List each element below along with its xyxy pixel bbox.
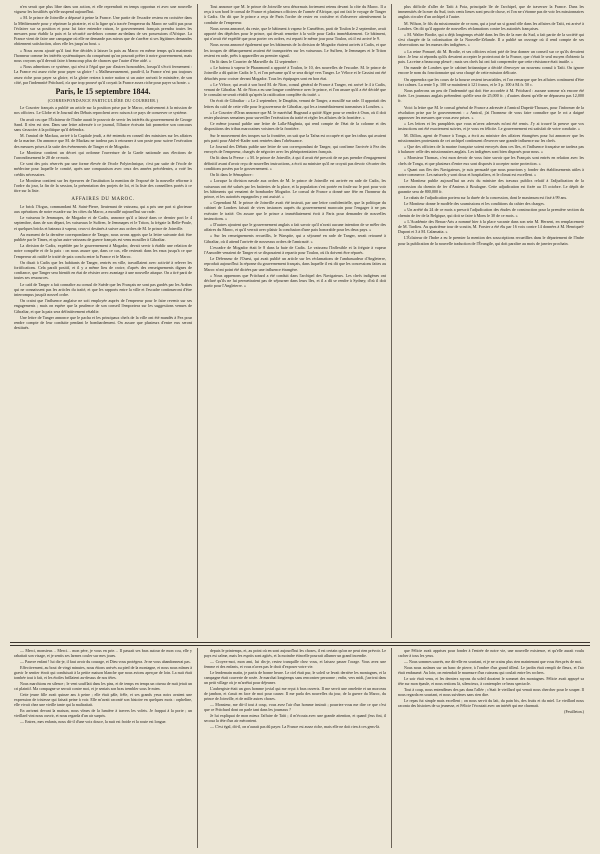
col2-para: « Nous apprenons que Pritchard a été conduit dans l'archipel des Navigateurs. Les chefs indigènes ont déclaré qu'ils ne lui permettraient pas de séjourner dans leurs îles, et il a dû se rendre à Sydney, d'où il doit partir pour l'Angleterre. » [204, 272, 386, 289]
col1-para: Le vaisseau le Jemmapes, de Mogador et de Cadix, annonce qu'il a laissé dans ce dernier port le 4 septembre, dans de son départ, les vaisseaux le Suffren, le Jemmapes et le Triton, la frégate la Belle-Poule, et quelques bricks et bateaux à vapeur, ceux-ci destinés à suivre aux ordres de M. le prince de Joinville. [14, 215, 192, 231]
col1-para: n'en serait que plus libre dans son action, et elle reprendrait en temps opportun et avec une nouvelle vigueur les hostilités qu'elle suspend aujourd'hui. [14, 4, 192, 15]
col3-para: On apprendra que les cours de la bourse restent invariables, et l'on remarque que les affaires continuent d'être fort calmes. La rente 5 p. 100 se maintient à 121 francs, et le 3 p. 100 à 84 fr. 50 c. [398, 76, 584, 87]
feuilleton-column-2 [204, 648, 386, 848]
col1-para: « M. le prince de Joinville a dépassé à peine la France. Une partie de l'escadre restera en croisière dans la Méditerranée pour y réprimer la piraterie, et si la ligne qu'a tracée l'empereur du Maroc ne suffit pas pour l'éclairer sur sa position et pour lui faire entendre raison, le gouvernement français prendra toutes les mesures pour établir la paix et la sécurité au-dehors comme au-dedans de ses possessions d'Afrique. La France vient de faire une campagne où elle ne demande pas mieux que de s'arrêter si ses légitimes demandes obtiennent satisfaction, alors elle les jusqu'au bout. » [14, 15, 192, 47]
col2-para: Nous avons annoncé, du reste, que le bâtiment à vapeur le Caméléon, parti de Toulon le 2 septembre, avait apporté des dépêches pour le prince, qui devait remettre à la voile pour Cadix immédiatement. Ce bâtiment, qui n'avait été expédié que pour porter ces ordres, est reparti le même jour pour Toulon, où il est arrivé le 9. [204, 25, 386, 42]
feuilleton-para: Le repas fut simple mais excellent ; on nous servit du lait, du pain bis, des fruits et du miel. Le vieillard nous raconta des histoires de sa jeunesse, et Félicie l'écoutait avec un intérêt qui me charmait. [398, 698, 584, 708]
col3-para: On mande de Londres que le cabinet britannique a décidé d'envoyer un nouveau consul à Taïti. On ignore encore le nom du fonctionnaire qui sera chargé de cette mission délicate. [398, 65, 584, 76]
feuilleton-para: Nous marchions en silence ; le vent soufflait dans les pins, et de temps en temps un oiseau de nuit jetait un cri plaintif. Ma compagne se serrait contre moi, et je sentais son bras trembler sous le mien. [14, 681, 192, 691]
col3-para: « La reine Pomaré, dit M. Brodie, et ses officiers m'ont prié de leur donner un conseil sur ce qu'ils devaient faire. Je leur ai répondu qu'ils devaient accepter le protectorat de la France, que c'était le seul moyen d'obtenir la paix. La reine a beaucoup pleuré ; mais ses chefs lui ont fait comprendre que cette résistance était inutile. » [398, 48, 584, 65]
col2-para: Tout annonce que M. le prince de Joinville sera désormais fortement retenu devant la côte du Maroc. Il a reçu à son bord le consul de France et plusieurs officiers de l'armée d'Afrique, qui ont fait le voyage de Tanger à Cadix. On dit que le prince a reçu de Paris l'ordre de rester en croisière et d'observer attentivement la conduite de l'empereur. [204, 4, 386, 25]
col3-para: Le rabais de l'adjudication portera sur la durée de la concession, dont le maximum est fixé à 99 ans. [404, 194, 568, 200]
col1-para: Au moment de la dernière correspondance de Tanger, nous avons appris que la lettre suivante doit être publiée par le Times, et qu'un autre vaisseau de guerre français est venu mouiller à Gibraltar. [14, 231, 192, 242]
col2-para: « Le Courrier d'Oran annonce que M. le maréchal Bugeaud a quitté Alger pour se rendre à Oran, où il doit rester plusieurs semaines pour surveiller l'exécution du traité et régler les affaires de la frontière. » [204, 109, 386, 121]
column-rule [391, 648, 392, 848]
column-2 [204, 4, 386, 640]
col2-para: Nous avons annoncé également que les bâtiments de la division de Mogador étaient arrivés à Cadix, et que les troupes de débarquement avaient été transportées sur les vaisseaux. Le Suffren, le Jemmapes et le Triton restent en rade, prêts à appareiller au premier signal. [204, 42, 386, 58]
col2-para: On lit dans la Presse : « M. le prince de Joinville, à qui il avait été prescrit de ne pas prendre d'engagement définitif avant d'avoir reçu de nouvelles instructions, a écrit au ministre qu'il ne croyait pas devoir s'écarter des conditions posées par le gouvernement. » [204, 155, 386, 171]
col2-para: On écrit de Gibraltar : « Le 2 septembre, le Dauphin, venant de Tanger, a mouillé sur rade. Il apportait des lettres du caïd de cette ville pour le gouverneur de Gibraltar, qui les a immédiatement transmises à Londres. » [204, 98, 386, 109]
feuilleton-para: (Feuilleton.) [564, 709, 584, 714]
col1-para: La division de Cadix, expédiée par le gouvernement à Mogador, devait servir à établir une relation de notre conquête et de la paix : on nous assure que, dans ce cas, elle resterait dans les eaux jusqu'à ce que l'empereur ait ratifié le traité de paix conclu entre la France et le Maroc. [14, 243, 192, 259]
feuilleton-para: Le soir était venu, et les derniers rayons du soleil doraient le sommet des montagnes. Félicie avait appuyé sa tête sur mon épaule, et nous restions là, silencieux, à contempler ce beau spectacle. [398, 676, 584, 686]
column-rule [197, 4, 198, 638]
col2-para: L'escadre de Mogador était le 8 dans la baie de Cadix. Le vaisseau l'Inflexible et la frégate à vapeur l'Asmodée venaient de Tanger et se disposaient à repartir pour Toulon, où ils doivent être réparés. [204, 244, 386, 255]
col1-para: On avait cru que l'Éclaireur de l'Indre aurait le pouvoir de servir les intérêts du gouvernement de George Sand. Il n'en est rien. Dans une lettre adressée à ce journal, l'illustre écrivain fait promettre son concours sans s'associer à la politique qu'il défendra. [14, 116, 192, 133]
feuilleton-para: — Pauvre enfant ! lui dis-je, il faut avoir du courage, et Dieu vous protégera. Je ne vous abandonnerai pas. [20, 659, 191, 664]
feuilleton-para: Cette jeune fille avait quinze ans à peine ; elle était pâle, frêle, et ses grands yeux noirs avaient une expression de tristesse qui faisait peine à voir. Elle m'avait raconté son histoire en quelques mots : orpheline, elle vivait chez une vieille tante qui la maltraitait. [14, 692, 192, 707]
col2-para: Ce même journal publie une lettre de Lalla-Maghnia, qui rend compte de l'état de la colonne et des dispositions des tribus marocaines voisines de la frontière. [204, 121, 386, 132]
col3-para: « Que des officiers de la marine française soient envoyés dans ces îles, et l'influence française ne tardera pas à balancer celle des missionnaires anglais. Les indigènes sont bien disposés pour nous. » [398, 144, 584, 155]
col3-para: plus difficile d'aller de Taïti à Poia, principale île de l'archipel, que de traverser la France. Dans les immensités de la mer du Sud, trois cents lieues sont peu de chose, et l'on ne s'étonne pas de voir les missionnaires anglais circuler d'un archipel à l'autre. [398, 4, 584, 20]
feuilleton-para: — Entrez, mes enfants, nous dit-il d'une voix douce, la nuit est froide et la route est longue. [20, 719, 167, 724]
col1-para: « Nous avons ajouté qu'il faut être décidés à laisser la paix au Maroc en même temps qu'à maintenir l'honneur comme les intérêts systématiques du conquérant qu'on pourrait prêter à notre gouvernement, mais nous croyons qu'il devrait faire à beaucoup plus de chances que l'autre d'être aidé. » [14, 47, 192, 64]
col2-para: On lit dans le Sémaphore : [210, 172, 254, 178]
col3-para: M. Wilson, le fils du missionnaire de ce nom, qui a joué un si grand rôle dans les affaires de Taïti, est arrivé à Londres. On dit qu'il apporte de nouvelles réclamations contre les autorités françaises. [398, 20, 584, 31]
col3-para: « Les lettres et les pamphlets que vous m'avez adressés m'ont été remis. J'y ai trouvé la preuve que vos instructions ont été exactement suivies, et je vous en félicite. Le gouvernement est satisfait de votre conduite. » [398, 121, 584, 132]
feuilleton-para: — Merci, monsieur… Merci… mon père, je vous en prie… Il passait ses bras autour de mon cou, elle y rabattait son visage, et je sentis ses larmes couler sur mes joues. [14, 648, 192, 658]
col2-para: Sur le mouvement des troupes sur la frontière, on sait que la Tafna est occupée et que les tribus qui avaient pris parti pour Abd-el-Kader sont rentrées dans l'obéissance. [204, 132, 386, 143]
correspondence-subhead: (CORRESPONDANCE PARTICULIÈRE DU COURRIER.) [47, 98, 159, 104]
col2-para: Le Journal des Débats publie une lettre de son correspondant de Tanger, qui confirme l'arrivée à Fez des envoyés de l'empereur, chargés de négocier avec les plénipotentiaires français. [204, 144, 386, 155]
feuilleton-column-3 [398, 648, 584, 848]
col1-para: M. l'amiral de Mackau, arrivé à la Capitale jeudi, a été entendu en conseil des ministres sur les affaires de la marine. On annonce que M. de Mackau ne tardera pas à retourner à son poste pour suivre l'exécution des mesures prises à la suite des événements de Tanger et de Mogador. [14, 133, 192, 149]
col2-para: « Cependant M. le prince de Joinville avait été instruit, par une lettre confidentielle, que la politique du cabinet de Londres faisait de vives instances auprès du gouvernement marocain pour l'engager à ne pas exécuter le traité. On assure que le prince a immédiatement écrit à Paris pour demander de nouvelles instructions. » [204, 200, 386, 221]
column-rule [197, 648, 198, 848]
col3-para: « M. Walter Brodie, qui a déjà longtemps résidé dans les îles de la mer du Sud, a fait partie de la société qui s'est chargée de la colonisation de la Nouvelle-Zélande. Il a publié un ouvrage où il rend compte de ses observations sur les mœurs des indigènes. » [398, 32, 584, 48]
col1-para: Ce sont des prix réservés par une forme élevée de l'école Polytechnique, c'est par suite de l'école de médecine pour laquelle le comité, après une comparaison avec ceux des années précédentes, a voté les crédits nécessaires. [14, 161, 192, 177]
col3-para: Voici la lettre que M. le consul général de France a adressée à l'amiral Dupetit-Thouars, pour l'informer de la résolution prise par le gouvernement : « Amiral, j'ai l'honneur de vous faire connaître que le roi a daigné approuver les mesures que vous avez prises. » [398, 104, 584, 121]
col3-para: « Monsieur Thomas, c'est mon devoir de vous faire savoir que les Français sont entrés en relation avec les chefs de Tonga, et que plusieurs d'entre eux sont disposés à accepter notre protection. » [398, 155, 584, 166]
feuilleton-para: Je lui expliquai de mon mieux l'affaire de Taïti ; il m'écouta avec une grande attention, et quand j'eus fini, il secoua la tête d'un air mécontent. [204, 713, 386, 723]
col2-para: Le Défenseur de l'Ouest, qui avait publié un article sur les réclamations de l'ambassadeur d'Angleterre, reproduit aujourd'hui la réponse du gouvernement français, dans laquelle il est dit que les concessions faites au Maroc n'ont point été dictées par une influence étrangère. [204, 256, 386, 272]
col1-para: Une lettre de Tanger annonce que le pacha et les principaux chefs de la ville ont été mandés à Fez pour rendre compte de leur conduite pendant le bombardement. On assure que plusieurs d'entre eux seront destitués. [14, 314, 192, 331]
column-3 [398, 4, 584, 640]
col1-para: Le brick l'Argus, commandant M. Saint-Pierre, lieutenant de vaisseau, qui a pris une part si glorieuse aux opérations de notre escadre sur les côtes du Maroc, a mouillé aujourd'hui sur rade. [14, 203, 192, 214]
feuilleton-para: — C'est égal, dit-il, on n'aurait pas dû payer. La France est assez riche, mais elle ne doit rien à ces gens-là. [210, 724, 381, 729]
col2-para: « Le bateau à vapeur le Pharamond a apporté à Toulon, le 10, des nouvelles de l'escadre. M. le prince de Joinville a dû quitter Cadix le 5, et l'on présume qu'il se sera dirigé vers Tanger. Le Véloce et le Cassini ont été détachés pour croiser devant Mogador. Tous les équipages sont en bon état. [204, 65, 386, 81]
feuilleton-para: — Croyez-moi, mon ami, lui dis-je, restez tranquille chez vous, et laissez passer l'orage. Vous avez une femme et des enfants, et vous n'avez pas le droit d'exposer votre vie. [204, 659, 386, 669]
col2-para: « Sur les renseignements recueillis, le Warspite, qui a séjourné en rade de Tanger, serait retourné à Gibraltar, où il attend l'arrivée de nouveaux ordres de l'amirauté. » [204, 233, 386, 244]
feuilleton-para: Tout à coup, nous entendîmes des pas dans l'allée ; c'était le vieillard qui venait nous chercher pour le souper. Il nous regarda en souriant, et nous suivîmes sans rien dire. [398, 687, 584, 697]
col3-para: L'Éclaireur de l'Indre a eu le premier la mention des souscriptions recueillies dans le département de l'Indre pour la publication de la nouvelle traduction de l'Évangile, qui doit paraître au mois de janvier prochain. [398, 235, 584, 246]
col3-para: Nous parlerons un peu de l'indemnité qui doit être accordée à M. Pritchard : aucune somme n'a encore été fixée. Les journaux anglais prétendent qu'elle sera de 25,000 fr. ; d'autres disent qu'elle ne dépassera pas 12,000 fr. [398, 88, 584, 104]
col3-para: M. Dillon, agent de France à Tonga, a écrit au ministre des affaires étrangères pour lui annoncer que les missionnaires protestants de cet archipel continuent d'exercer une grande influence sur les chefs. [398, 132, 584, 143]
col3-para: « L'Académie des Beaux-Arts a nommé hier à la place vacante dans son sein M. Hersent, en remplacement de M. Tardieu. Au quatrième tour de scrutin, M. Forster a été élu par 16 voix contre 14 données à M. Henriquel-Dupont et 3 à M. Calamatta. » [398, 218, 584, 235]
column-1 [14, 4, 192, 640]
col3-para: « Quant aux îles des Navigateurs, je suis persuadé que nous pourrions y fonder des établissements utiles à notre commerce. Les naturels y sont doux et hospitaliers, et le climat est excellent. » [398, 166, 584, 178]
feuilleton-column-1 [14, 648, 192, 848]
col1-para: Le Moniteur contient sur les épreuves de l'institution la mention de l'exposé de la nouvelle réforme à l'ordre du jour, la fin de la session, la présentation des projets de loi, et la liste des conseillers portés à ce titre sur la liste. [14, 177, 192, 194]
feuilleton-para: — Monsieur, me dit-il tout à coup, vous avez l'air d'un homme instruit ; pourriez-vous me dire ce que c'est que ce Pritchard dont on parle tant dans les journaux ? [204, 702, 386, 712]
col1-para: On craint que l'influence anglaise ne soit employée auprès de l'empereur pour le faire revenir sur ses engagements ; mais on espère que la prudence de son conseil l'emportera sur les suggestions venues de Gibraltar, et que la paix sera définitivement rétablie. [14, 298, 192, 314]
col1-para: On disait à Cadix que les habitants de Tanger, rentrés en ville, travaillaient avec activité à relever les fortifications. Cela paraît positif, et il y a même lieu de croire, d'après des renseignements dignes de confiance, que Tanger sera bientôt en état de résister avec avantage à une nouvelle attaque. On a tiré parti de toutes ses ressources. [14, 259, 192, 281]
feuilleton-para: depuis le printemps, et, au point où en sont aujourd'hui les choses, il est certain qu'on ne peut rien prévoir. Le pays est calme, mais les esprits sont agités, et la moindre étincelle pourrait allumer un grand incendie. [204, 648, 386, 658]
affairs-heading: AFFAIRES DU MAROC. [71, 196, 135, 202]
col2-para: « Lorsque la division navale aux ordres de M. le prince de Joinville est arrivée en rade de Cadix, les vaisseaux ont été salués par les batteries de la place, et la population s'est portée en foule sur le port pour voir les bâtiments qui venaient de bombarder Mogador. Le consul de France a donné une fête en l'honneur du prince, et les autorités espagnoles y ont assisté. » [204, 178, 386, 199]
feuilleton-rule [10, 645, 590, 646]
col3-para: « Un arrêté du 24 de ce mois a prescrit l'adjudication des études de construction pour la première section du chemin de fer de la Belgique, qui doit se faire à Mons le 30 de ce mois. » [398, 207, 584, 218]
col1-para: « Nous admettons ce système, qui n'est à l'égal que par d'autres honorables, lorsqu'il s'écrit fermement : La France est assez riche pour payer sa gloire ! » Malheureusement, paraît-il, la France n'est pas toujours assez riche pour payer sa gloire, et la gloire restera à notre nation si un autre arrivait le ministère, de son côté, par l'indemnité Pritchard, n'a que trop prouvé qu'il croyait la France assez riche pour payer sa honte. » [14, 64, 192, 85]
feuilleton-para: Nous nous assîmes sur un banc de pierre, à l'ombre d'un grand tilleul. Le jardin était rempli de fleurs, et l'air était embaumé. Au loin, on entendait le murmure d'un ruisseau qui coulait entre les rochers. [398, 665, 584, 675]
col2-para: On lit dans le Courrier de Marseille du 12 septembre : [210, 59, 299, 65]
dateline: Paris, le 15 septembre 1844. [55, 87, 151, 97]
col3-para: Le Moniteur publie aujourd'hui un avis du ministre des travaux publics relatif à l'adjudication de la concession du chemin de fer d'Amiens à Boulogne. Cette adjudication est fixée au 15 octobre. Le dépôt de garantie sera de 800,000 fr. [398, 178, 584, 194]
col1-para: Le caïd de Tanger a fait connaître au consul de Suède que les Français ne sont pas gardés par les Arabes qui ne connaissent pas les articles du traité, et que les rapports entre la ville et l'escadre continueront d'être interrompus jusqu'à nouvel ordre. [14, 281, 192, 297]
col2-para: « D'autres ajoutent que le gouvernement anglais a fait savoir qu'il n'avait aucune intention de se mêler des affaires du Maroc, et qu'il verrait avec plaisir la conclusion d'une paix honorable pour les deux pays. » [204, 221, 386, 233]
col1-para: Le Moniteur contient un décret qui ordonne l'ouverture de la Garde nationale aux élections de l'arrondissement le 20 de ce mois. [14, 149, 192, 161]
col2-para: « Le Véloce, qui avait à son bord M. de Nion, consul général de France à Tanger, est arrivé le 4 à Cadix, venant de Gibraltar. M. de Nion a eu une longue conférence avec le prince, et l'on assure qu'il a été décidé que le consulat ne serait rétabli qu'après la ratification complète du traité. » [204, 81, 386, 98]
feuilleton-rule [10, 642, 590, 643]
column-rule [391, 4, 392, 638]
feuilleton-para: En arrivant devant la maison, nous vîmes de la lumière à travers les volets. Je frappai à la porte ; un vieillard vint nous ouvrir, et nous regarda d'un air surpris. [14, 708, 192, 718]
feuilleton-para: Le lendemain matin, je partis de bonne heure. Le ciel était pur, le soleil se levait derrière les montagnes, et la campagne était couverte de rosée. Je marchai longtemps sans rencontrer personne ; enfin, vers midi, j'arrivai dans un petit village où je m'arrêtai pour déjeuner. [204, 670, 386, 685]
col1-para: Le Courrier français a publié un article sur la position prise par le Maroc, relativement à la mission de nos officiers. Le Globe et le Journal des Débats reprochent avec raison à ce pays de conserver ce système. [14, 105, 192, 116]
feuilleton-para: — Nous sommes sauvés, me dit-elle en souriant, et je ne crains plus rien maintenant que vous êtes près de moi. [404, 659, 583, 664]
col3-para: Le Moniteur donne le modèle des soumissions et les conditions du cahier des charges. [404, 201, 545, 207]
feuilleton-para: Effectivement, au bout de vingt minutes, nous étions arrivés au pied de la montagne, et nous nous mîmes à gravir le sentier étroit qui conduisait à la petite maison blanche que nous avions aperçue de loin. La nuit était tombée tout à fait, et les étoiles brillaient au-dessus de nos têtes. [14, 665, 192, 680]
feuilleton-para: que Félicie avait apprises pour fonder à l'entrée de notre vie, une nouvelle existence, et qu'elle aurait voulu cacher à tous les yeux. [398, 648, 584, 658]
feuilleton-para: L'aubergiste était un gros homme jovial qui me reçut à bras ouverts. Il me servit une omelette et un morceau de jambon, et s'assit en face de moi pour causer. Il me parla des nouvelles du jour, de la guerre du Maroc, du prince de Joinville, et de mille autres choses. [204, 686, 386, 701]
